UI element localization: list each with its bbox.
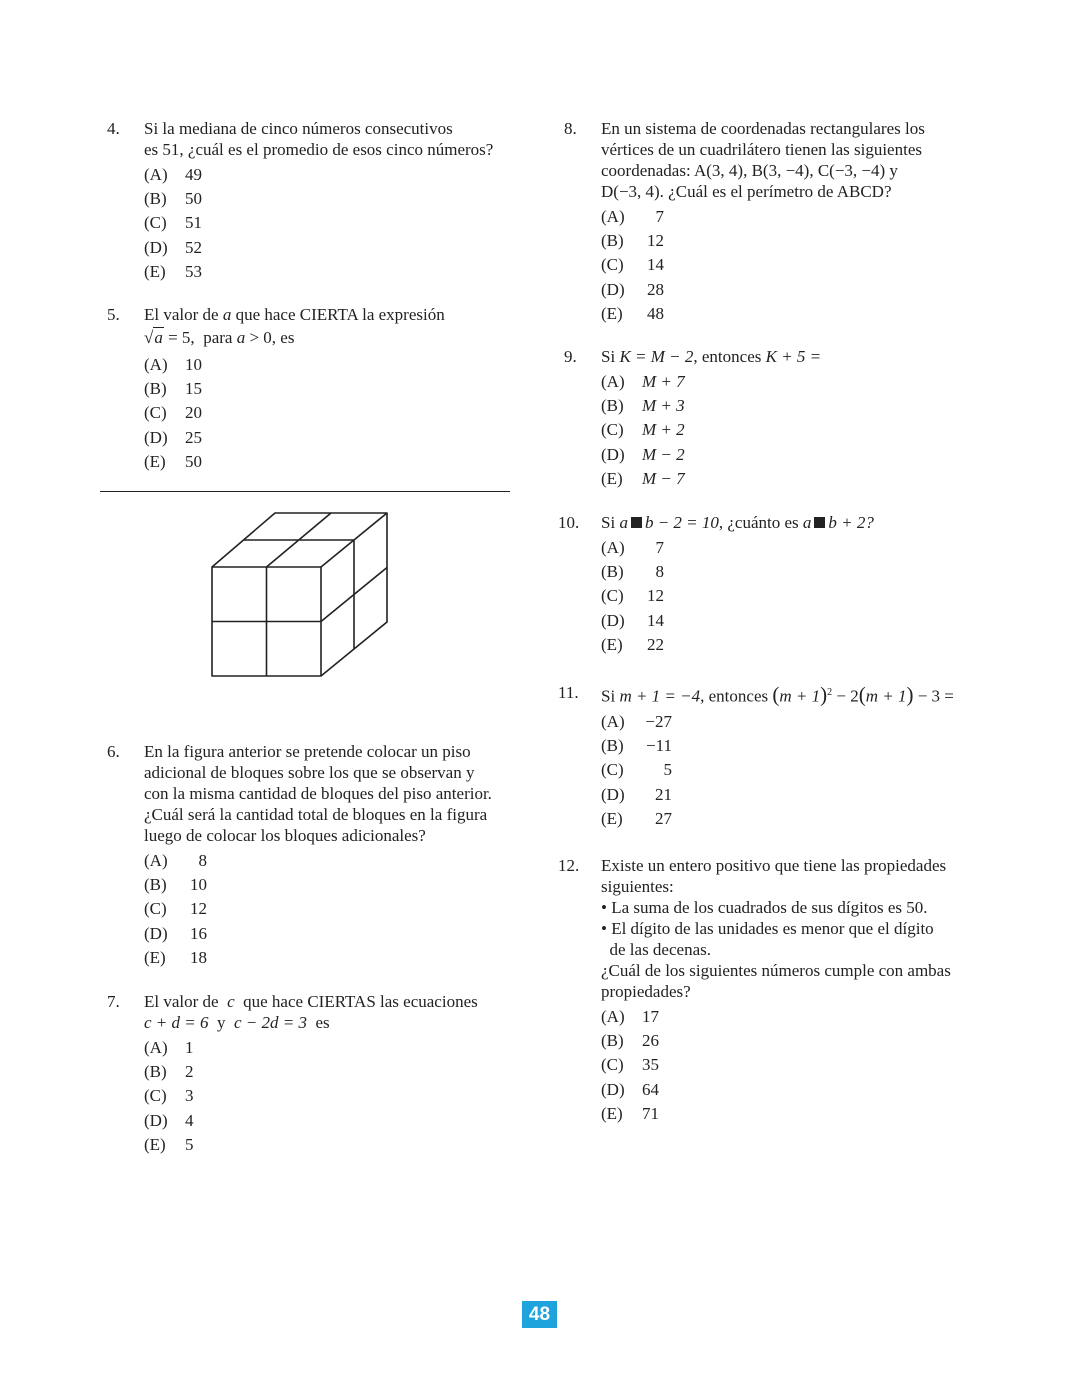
option-d: (D) 28	[601, 279, 664, 299]
options-list	[601, 536, 874, 657]
question-stem: Si m + 1 = −4, entonces $(m + 1)^2 - 2(m + 1) - 3$ =	[601, 682, 954, 707]
option-d: (D) M − 2	[601, 444, 685, 464]
options-list	[144, 163, 493, 284]
question-stem: El valor de a que hace CIERTA la expresión √a = 5, para a > 0, es	[144, 305, 445, 347]
option-b: (B) 8	[601, 562, 664, 582]
question-number: 10.	[558, 513, 580, 532]
option-e: (E) 71	[601, 1103, 659, 1123]
option-e: (E) 27	[601, 808, 672, 828]
option-a: (A) 7	[601, 207, 664, 226]
option-c: (C) 20	[144, 403, 202, 423]
option-c: (C) 14	[601, 255, 664, 275]
option-a: (A) 17	[601, 1007, 659, 1026]
question-number: 9.	[564, 347, 577, 366]
question-stem: El valor de c que hace CIERTAS las ecuaciones c + d = 6 y c − 2d = 3 es	[144, 992, 478, 1032]
option-e: (E) 50	[144, 451, 202, 471]
option-e: (E) 53	[144, 261, 202, 281]
option-b: (B) 2	[144, 1062, 194, 1082]
question-stem: Existe un entero positivo que tiene las propiedades siguientes: • La suma de los cuadrados de sus dígitos es 50. • El dígito de las unidades es menor que el dígito de las decenas. ¿Cuál de los siguientes números cumple con ambas propiedades?	[601, 856, 951, 1001]
block-cube-figure	[205, 506, 395, 681]
option-e: (E) M − 7	[601, 468, 685, 488]
question-11	[558, 680, 954, 831]
option-a: (A) 49	[144, 165, 202, 184]
black-square-operator-icon	[631, 517, 642, 528]
black-square-operator-icon	[814, 517, 825, 528]
question-number: 11.	[558, 683, 579, 702]
option-c: (C) 12	[144, 899, 207, 919]
options-list	[601, 370, 821, 491]
option-b: (B) 10	[144, 875, 207, 895]
option-a: (A) M + 7	[601, 372, 685, 391]
option-c: (C) M + 2	[601, 420, 685, 440]
option-b: (B) M + 3	[601, 396, 685, 416]
options-list	[601, 1005, 951, 1126]
option-b: (B) 12	[601, 231, 664, 251]
question-6	[107, 741, 492, 970]
radical-equation: √a = 5, para a > 0, es	[144, 328, 295, 347]
options-list	[601, 710, 954, 831]
options-list	[144, 849, 492, 970]
options-list	[601, 205, 925, 326]
option-c: (C) 5	[601, 760, 672, 780]
question-number: 8.	[564, 119, 577, 138]
option-e: (E) 18	[144, 947, 207, 967]
question-8	[564, 118, 925, 326]
equations: c + d = 6 y c − 2d = 3 es	[144, 1013, 330, 1032]
question-5	[107, 304, 445, 474]
option-a: (A) 10	[144, 355, 202, 374]
question-number: 4.	[107, 119, 120, 138]
option-a: (A) −27	[601, 712, 672, 731]
option-d: (D) 14	[601, 610, 664, 630]
question-7	[107, 991, 478, 1157]
question-number: 6.	[107, 742, 120, 761]
question-number: 12.	[558, 856, 580, 875]
question-stem: En la figura anterior se pretende colocar un piso adicional de bloques sobre los que se observan y con la misma cantidad de bloques del piso anterior. ¿Cuál será la cantidad total de bloques en la figura luego de colocar los bloques adicionales?	[144, 742, 492, 845]
question-stem: Si a b − 2 = 10, ¿cuánto es a b + 2?	[601, 513, 874, 532]
option-b: (B) −11	[601, 736, 672, 756]
question-number: 7.	[107, 992, 120, 1011]
option-a: (A) 8	[144, 851, 207, 870]
option-d: (D) 64	[601, 1079, 659, 1099]
question-4	[107, 118, 493, 284]
question-stem: Si K = M − 2, entonces K + 5 =	[601, 347, 822, 366]
option-b: (B) 50	[144, 189, 202, 209]
question-stem: En un sistema de coordenadas rectangulares los vértices de un cuadrilátero tienen las siguientes coordenadas: A(3, 4), B(3, −4), C(−3, −4) y D(−3, 4). ¿Cuál es el perímetro de ABCD?	[601, 119, 925, 201]
option-d: (D) 21	[601, 784, 672, 804]
option-e: (E) 48	[601, 303, 664, 323]
option-a: (A) 7	[601, 538, 664, 557]
option-c: (C) 35	[601, 1055, 659, 1075]
sqrt-sign: √a	[144, 328, 163, 347]
option-a: (A) 1	[144, 1038, 194, 1057]
option-d: (D) 25	[144, 427, 202, 447]
question-10	[558, 512, 874, 657]
section-divider	[100, 491, 510, 492]
question-number: 5.	[107, 305, 120, 324]
option-d: (D) 4	[144, 1110, 194, 1130]
page-number-badge: 48	[522, 1301, 557, 1328]
option-c: (C) 12	[601, 586, 664, 606]
options-list	[144, 353, 445, 474]
option-b: (B) 26	[601, 1031, 659, 1051]
question-stem: Si la mediana de cinco números consecutivos es 51, ¿cuál es el promedio de esos cinco números?	[144, 119, 494, 159]
option-d: (D) 16	[144, 923, 207, 943]
question-9	[564, 346, 821, 491]
option-c: (C) 3	[144, 1086, 194, 1106]
question-12	[558, 855, 951, 1126]
option-e: (E) 22	[601, 634, 664, 654]
option-b: (B) 15	[144, 379, 202, 399]
option-e: (E) 5	[144, 1134, 194, 1154]
option-c: (C) 51	[144, 213, 202, 233]
options-list	[144, 1036, 478, 1157]
option-d: (D) 52	[144, 237, 202, 257]
